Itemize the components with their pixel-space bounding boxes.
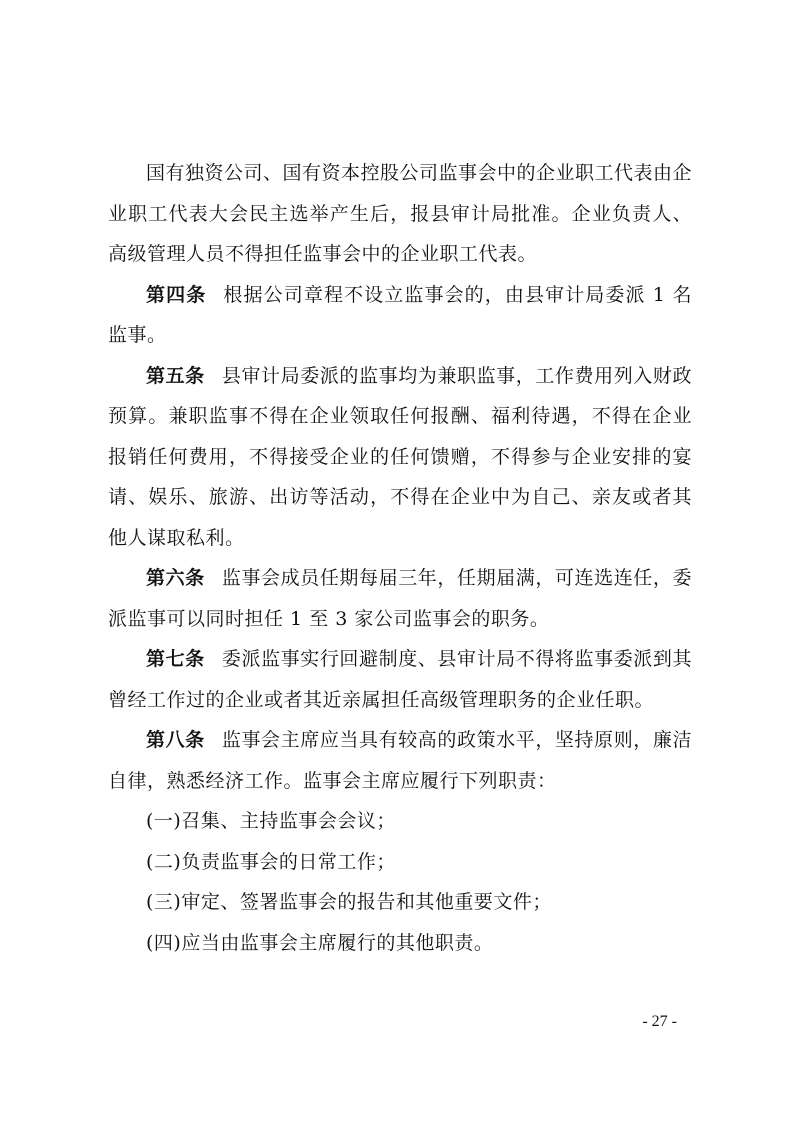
duty-list-item: (四)应当由监事会主席履行的其他职责。 (146, 931, 494, 954)
document-body (108, 153, 692, 963)
article-number: 第七条 (146, 648, 205, 670)
article-5 (108, 356, 692, 559)
paragraph-worker-representatives (108, 153, 692, 275)
article-text: 监事会成员任期每届三年，任期届满，可连选连任，委派监事可以同时担任 1 至 3 家公司监事会的职务。 (108, 567, 692, 630)
duty-list-item: (三)审定、签署监事会的报告和其他重要文件； (146, 891, 552, 913)
article-number: 第六条 (146, 567, 205, 589)
paragraph-text: 国有独资公司、国有资本控股公司监事会中的企业职工代表由企业职工代表大会民主选举产生后，报县审计局批准。企业负责人、高级管理人员不得担任监事会中的企业职工代表。 (108, 162, 693, 265)
article-7 (108, 639, 692, 720)
article-text: 县审计局委派的监事均为兼职监事，工作费用列入财政预算。兼职监事不得在企业领取任何报酬、福利待遇，不得在企业报销任何费用，不得接受企业的任何馈赠，不得参与企业安排的宴请、娱乐、旅游、出访等活动，不得在企业中为自己、亲友或者其他人谋取私利。 (108, 364, 692, 549)
article-number: 第八条 (146, 729, 205, 751)
page-number: - 27 - (642, 1013, 677, 1030)
article-number: 第四条 (146, 283, 207, 306)
article-text: 委派监事实行回避制度、县审计局不得将监事委派到其曾经工作过的企业或者其近亲属担任高级管理职务的企业任职。 (108, 648, 692, 711)
duty-list-item: (二)负责监事会的日常工作； (146, 850, 396, 873)
article-4 (108, 275, 692, 356)
article-8 (108, 720, 692, 801)
article-text: 根据公司章程不设立监事会的，由县审计局委派 1 名监事。 (108, 283, 692, 346)
article-number: 第五条 (146, 364, 205, 387)
article-text: 监事会主席应当具有较高的政策水平，坚持原则，廉洁自律，熟悉经济工作。监事会主席应履行下列职责： (108, 729, 692, 792)
article-6 (108, 558, 692, 639)
duty-list-item: (一)召集、主持监事会会议； (146, 810, 396, 832)
